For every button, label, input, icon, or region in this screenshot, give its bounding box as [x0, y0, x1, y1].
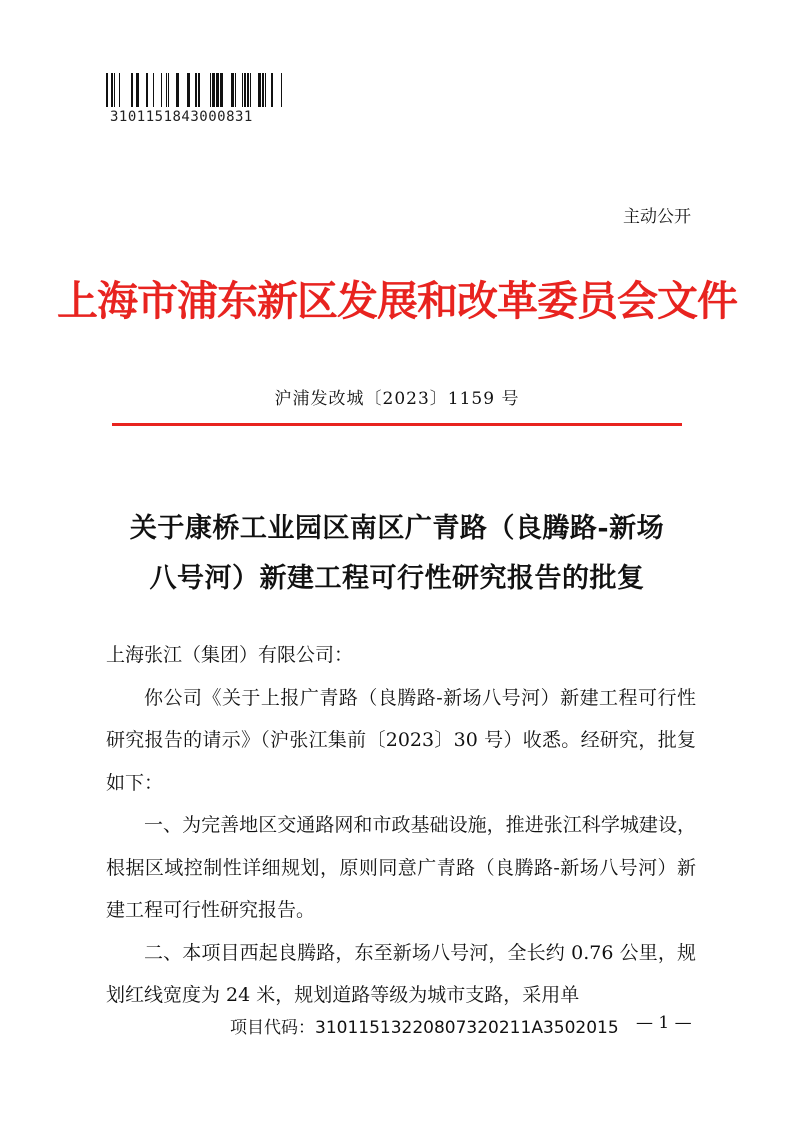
barcode-bar	[161, 73, 162, 107]
barcode-bar	[216, 73, 219, 107]
barcode-bar	[146, 73, 148, 107]
barcode-bar	[168, 73, 169, 107]
document-number: 沪浦发改城〔2023〕1159 号	[274, 389, 520, 409]
barcode-bar	[242, 73, 243, 107]
title-line-1: 关于康桥工业园区南区广青路（良腾路-新场	[129, 513, 665, 544]
title-line-2: 八号河）新建工程可行性研究报告的批复	[149, 563, 645, 594]
red-divider-line	[112, 423, 682, 426]
barcode-bar	[187, 73, 190, 107]
body-paragraph: 一、为完善地区交通路网和市政基础设施，推进张江科学城建设，根据区域控制性详细规划，原则同意广青路（良腾路-新场八号河）新建工程可行性研究报告。	[106, 814, 696, 921]
document-title	[100, 504, 694, 604]
barcode-bar	[176, 73, 179, 107]
barcode-bar	[111, 73, 113, 107]
page-number: — 1 —	[636, 1013, 692, 1033]
barcode-bar	[271, 73, 273, 107]
issuer-heading: 上海市浦东新区发展和改革委员会文件	[57, 277, 737, 325]
disclosure-label: 主动公开	[623, 207, 691, 227]
body-paragraph: 你公司《关于上报广青路（良腾路-新场八号河）新建工程可行性研究报告的请示》（沪张江集前〔2023〕30 号）收悉。经研究，批复如下：	[106, 686, 696, 794]
recipient-line: 上海张江（集团）有限公司：	[106, 644, 354, 666]
project-code: 项目代码：31011513220807320211A3502015	[230, 1018, 619, 1038]
barcode-bar	[136, 73, 139, 107]
barcode-bar	[244, 73, 246, 107]
barcode-bar	[250, 73, 251, 107]
barcode-image	[106, 73, 298, 111]
barcode-number: 3101151843000831	[110, 109, 253, 125]
barcode-bar	[281, 73, 282, 107]
barcode-bar	[210, 73, 211, 107]
barcode-bar	[131, 73, 133, 107]
barcode-bar	[258, 73, 261, 107]
barcode-bar	[265, 73, 266, 107]
barcode-bar	[220, 73, 223, 107]
barcode-bar	[153, 73, 154, 107]
barcode-bar	[247, 73, 249, 107]
document-body	[106, 634, 696, 1017]
barcode-bar	[231, 73, 234, 107]
barcode-bar	[166, 73, 167, 107]
body-paragraph: 二、本项目西起良腾路，东至新场八号河，全长约 0.76 公里，规划红线宽度为 24 米，规划道路等级为城市支路，采用单	[106, 941, 696, 1006]
barcode-bar	[119, 73, 120, 107]
barcode-bar	[235, 73, 236, 107]
barcode-bar	[212, 73, 215, 107]
barcode-bar	[106, 73, 108, 107]
barcode-bar	[198, 73, 200, 107]
barcode-bar	[262, 73, 264, 107]
barcode-bar	[195, 73, 197, 107]
barcode-bar	[114, 73, 115, 107]
